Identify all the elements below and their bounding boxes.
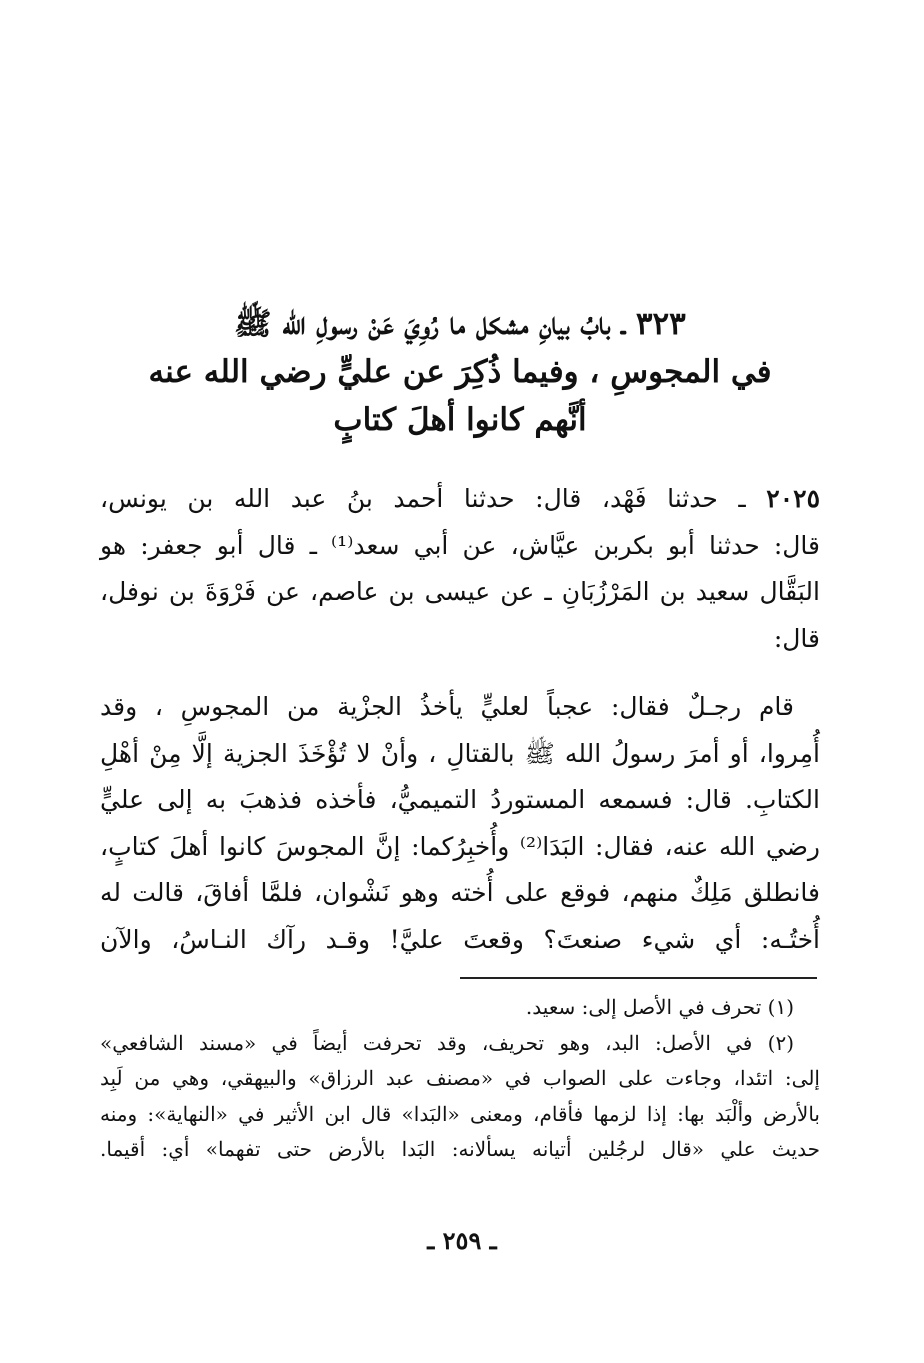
isnad-line-2: قال: حدثنا أبو بكربن عيَّاش، عن أبي سعد⁽¹⁾ ـ قال أبو جعفر: هو bbox=[100, 530, 820, 560]
isnad-line-4: قال: bbox=[773, 623, 820, 653]
matn-line-2: أُمِروا، أو أمرَ رسولُ الله ﷺ بالقتالِ ، وأنْ لا تُؤْخَذَ الجزية إلَّا مِنْ أهْلِ bbox=[100, 738, 820, 768]
footnotes bbox=[100, 990, 820, 1168]
chapter-heading-line-1: ٣٢٣ ـ بابُ بيانِ مشكل ما رُوِيَ عَنْ رسولِ الله ﷺ bbox=[234, 306, 686, 342]
footnote-1: (١) تحرف في الأصل إلى: سعيد. bbox=[525, 995, 794, 1019]
footnote-2-line-3: بالأرض وألْبَد بها: إذا لزمها فأقام، ومعنى «البَدا» قال ابن الأثير في «النهاية»: ومنه bbox=[100, 1101, 820, 1126]
page-number: ـ ٢٥٩ ـ bbox=[427, 1226, 497, 1255]
footnote-2-line-4: حديث علي «قال لرجُلين أتيانه يسألانه: البَدا بالأرض حتى تفهما» أي: أقيما. bbox=[100, 1137, 820, 1161]
matn-line-6: أُختُـه: أي شيء صنعتَ؟ وقعتَ عليَّ! وقـد رآك النـاسُ، والآن bbox=[100, 924, 820, 954]
isnad-line-3: البَقَّال سعيد بن المَرْزُبَانِ ـ عن عيسى بن عاصم، عن فَرْوَةَ بن نوفل، bbox=[100, 577, 820, 606]
isnad-line-1 bbox=[100, 476, 820, 523]
matn-line-3: الكتابِ. قال: فسمعه المستوردُ التميميُّ، فأخذه فذهبَ به إلى عليٍّ bbox=[100, 785, 820, 814]
isnad-paragraph bbox=[100, 476, 820, 662]
matn-line-4: رضي الله عنه، فقال: البَدَا⁽²⁾ وأُخبِرُكما: إنَّ المجوسَ كانوا أهلَ كتابٍ، bbox=[100, 831, 820, 861]
matn-paragraph bbox=[100, 684, 820, 963]
chapter-heading-line-2: في المجوسِ ، وفيما ذُكِرَ عن عليٍّ رضي الله عنه bbox=[148, 354, 772, 390]
matn-line-5: فانطلق مَلِكٌ منهم، فوقع على أُخته وهو نَشْوان، فلمَّا أفاقَ، قالت له bbox=[100, 878, 820, 907]
footnote-separator bbox=[460, 977, 817, 979]
page-body bbox=[100, 300, 820, 963]
hadith-number: ٢٠٢٥ bbox=[766, 484, 820, 513]
isnad-line-1-text: ـ حدثنا فَهْد، قال: حدثنا أحمد بنُ عبد الله بن يونس، bbox=[100, 484, 746, 513]
matn-line-1: قام رجـلٌ فقال: عجباً لعليٍّ يأخذُ الجزْية من المجوسِ ، وقد bbox=[100, 692, 794, 721]
footnote-2-line-1: (٢) في الأصل: البد، وهو تحريف، وقد تحرفت أيضاً في «مسند الشافعي» bbox=[100, 1030, 794, 1055]
chapter-heading-line-3: أنَّهم كانوا أهلَ كتابٍ bbox=[333, 402, 587, 438]
chapter-heading bbox=[100, 300, 820, 444]
footnote-2-line-2: إلى: اتئدا، وجاءت على الصواب في «مصنف عبد الرزاق» والبيهقي، وهي من لَبِد bbox=[100, 1066, 820, 1090]
